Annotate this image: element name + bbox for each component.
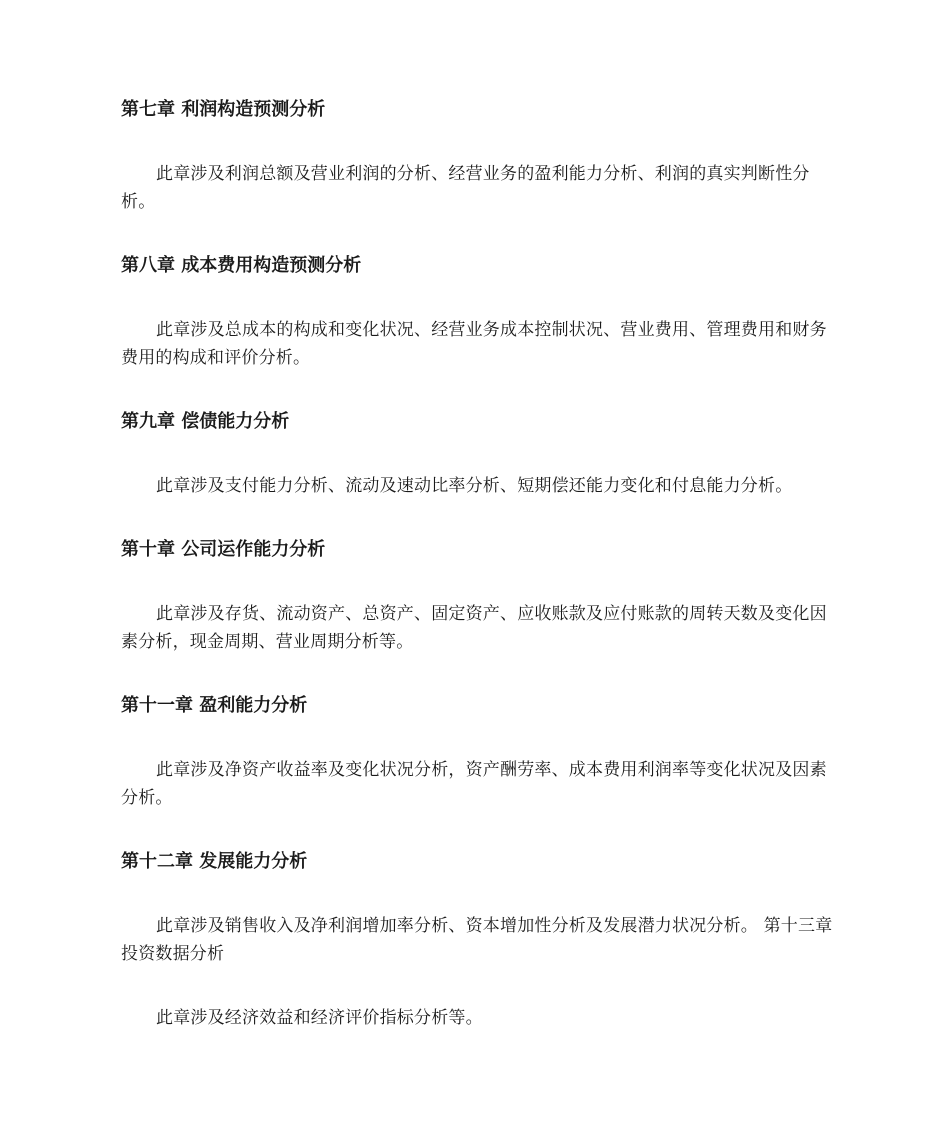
chapter-9 bbox=[121, 408, 833, 500]
chapter-8-heading: 第八章 成本费用构造预测分析 bbox=[121, 255, 362, 276]
chapter-12-body: 此章涉及销售收入及净利润增加率分析、资本增加性分析及发展潜力状况分析。 第十三章 投资数据分析 bbox=[121, 916, 833, 964]
chapter-12 bbox=[121, 848, 833, 968]
chapter-7 bbox=[121, 96, 833, 216]
chapter-9-body: 此章涉及支付能力分析、流动及速动比率分析、短期偿还能力变化和付息能力分析。 bbox=[156, 476, 793, 496]
chapter-10-heading: 第十章 公司运作能力分析 bbox=[121, 539, 326, 560]
chapter-9-heading: 第九章 偿债能力分析 bbox=[121, 411, 290, 432]
chapter-13-body: 此章涉及经济效益和经济评价指标分析等。 bbox=[156, 1008, 483, 1028]
chapter-8 bbox=[121, 252, 833, 372]
chapter-10-body: 此章涉及存货、流动资产、总资产、固定资产、应收账款及应付账款的周转天数及变化因素分析，现金周期、营业周期分析等。 bbox=[121, 604, 827, 652]
chapter-7-body: 此章涉及利润总额及营业利润的分析、经营业务的盈利能力分析、利润的真实判断性分析。 bbox=[121, 164, 810, 212]
chapter-10 bbox=[121, 536, 833, 656]
chapter-8-body: 此章涉及总成本的构成和变化状况、经营业务成本控制状况、营业费用、管理费用和财务费用的构成和评价分析。 bbox=[121, 320, 827, 368]
document-content bbox=[121, 96, 833, 1068]
chapter-11-body: 此章涉及净资产收益率及变化状况分析，资产酬劳率、成本费用利润率等变化状况及因素分析。 bbox=[121, 760, 827, 808]
chapter-11-heading: 第十一章 盈利能力分析 bbox=[121, 695, 308, 716]
chapter-7-heading: 第七章 利润构造预测分析 bbox=[121, 99, 326, 120]
chapter-12-heading: 第十二章 发展能力分析 bbox=[121, 851, 308, 872]
chapter-11 bbox=[121, 692, 833, 812]
